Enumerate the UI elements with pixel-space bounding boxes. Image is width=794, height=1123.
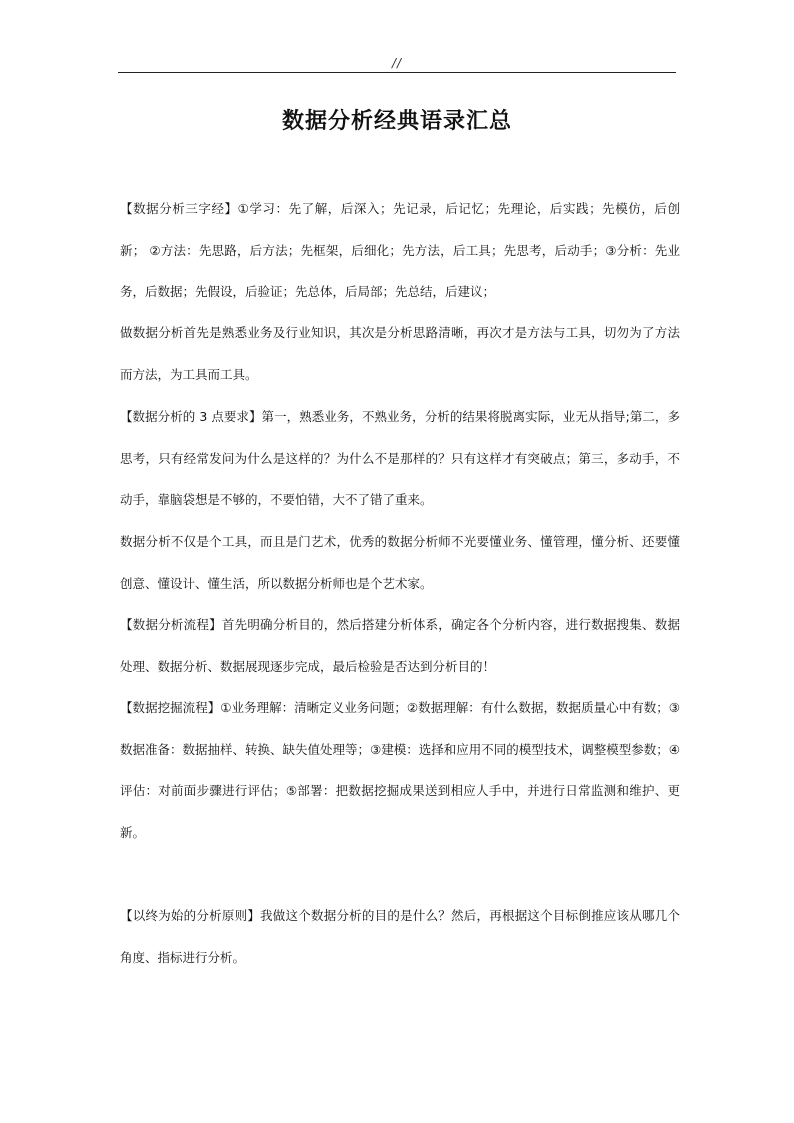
header-rule [118, 72, 676, 73]
paragraph-analysis-process: 【数据分析流程】首先明确分析目的，然后搭建分析体系，确定各个分析内容，进行数据搜集、数据处理、数据分析、数据展现逐步完成，最后检验是否达到分析目的！ [120, 617, 680, 674]
paragraph-business-first: 做数据分析首先是熟悉业务及行业知识，其次是分析思路清晰，再次才是方法与工具，切勿为了方法而方法，为工具而工具。 [120, 325, 680, 382]
paragraph-end-in-mind: 【以终为始的分析原则】我做这个数据分析的目的是什么？然后，再根据这个目标倒推应该从哪几个角度、指标进行分析。 [120, 908, 680, 965]
page-title: 数据分析经典语录汇总 [281, 109, 512, 134]
paragraph-three-character-classic: 【数据分析三字经】①学习：先了解，后深入；先记录，后记忆；先理论，后实践；先模仿，后创新； ②方法：先思路，后方法；先框架，后细化；先方法，后工具；先思考，后动手；③分析：先业务，后数据；先假设，后验证；先总体，后局部；先总结，后建议； [120, 201, 680, 299]
paragraph-three-requirements: 【数据分析的 3 点要求】第一，熟悉业务，不熟业务，分析的结果将脱离实际，业无从指导;第二，多思考，只有经常发问为什么是这样的？为什么不是那样的？只有这样才有突破点；第三，多动手，不动手，靠脑袋想是不够的，不要怕错，大不了错了重来。 [120, 409, 680, 507]
paragraph-mining-process: 【数据挖掘流程】①业务理解：清晰定义业务问题；②数据理解：有什么数据，数据质量心中有数；③数据准备：数据抽样、转换、缺失值处理等；③建模：选择和应用不同的模型技术，调整模型参数；④评估：对前面步骤进行评估；⑤部署：把数据挖掘成果送到相应人手中，并进行日常监测和维护、更新。 [120, 700, 680, 840]
header-mark: // [391, 56, 403, 70]
paragraph-analysis-as-art: 数据分析不仅是个工具，而且是门艺术，优秀的数据分析师不光要懂业务、懂管理，懂分析、还要懂创意、懂设计、懂生活，所以数据分析师也是个艺术家。 [120, 534, 680, 591]
